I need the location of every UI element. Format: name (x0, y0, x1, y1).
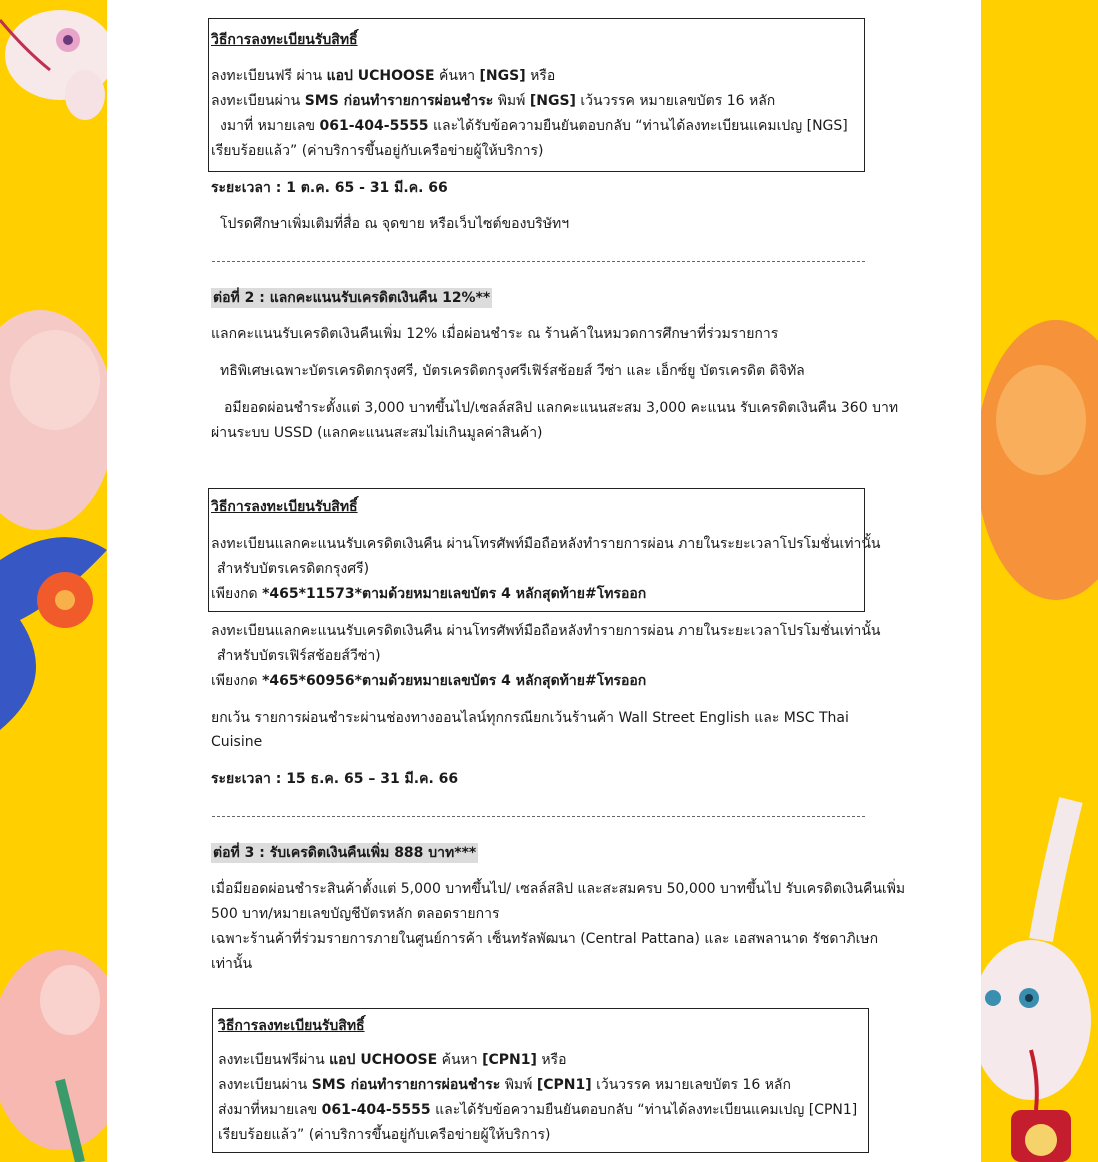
section-2-heading: ต่อที่ 2 : แลกคะแนนรับเครดิตเงินคืน 12%** (213, 290, 491, 306)
note-1: โปรดศึกษาเพิ่มเติมที่สื่อ ณ จุดขาย หรือเว็บไซต์ของบริษัทฯ (220, 216, 570, 232)
separator-1 (212, 261, 865, 262)
separator-2 (212, 816, 865, 817)
section-2-exception-2: Cuisine (211, 734, 263, 750)
registration-box-title: วิธีการลงทะเบียนรับสิทธิ์ (211, 499, 358, 515)
registration-box-2-line-2: สำหรับบัตรเครดิตกรุงศรี) (217, 561, 370, 577)
period-1: ระยะเวลา : 1 ต.ค. 65 - 31 มี.ค. 66 (211, 180, 448, 196)
registration-line-2: ลงทะเบียนผ่าน SMS ก่อนทำรายการผ่อนชำระ พิมพ์ [NGS] เว้นวรรค หมายเลขบัตร 16 หลัก (211, 93, 776, 109)
period-2: ระยะเวลา : 15 ธ.ค. 65 – 31 มี.ค. 66 (211, 771, 459, 787)
section-2-q1: ลงทะเบียนแลกคะแนนรับเครดิตเงินคืน ผ่านโทรศัพท์มือถือหลังทำรายการผ่อน ภายในระยะเวลาโปรโมชั่นเท่านั้น (211, 623, 881, 639)
left-illustration (0, 0, 107, 1162)
section-2-p1: แลกคะแนนรับเครดิตเงินคืนเพิ่ม 12% เมื่อผ่อนชำระ ณ ร้านค้าในหมวดการศึกษาที่ร่วมรายการ (211, 326, 779, 342)
registration-line-3: งมาที่ หมายเลข 061-404-5555 และได้รับข้อความยืนยันตอบกลับ “ท่านได้ลงทะเบียนแคมเปญ [NGS] (220, 118, 848, 134)
registration-line-1: ลงทะเบียนฟรี ผ่าน แอป UCHOOSE ค้นหา [NGS] หรือ (211, 68, 556, 84)
right-decoration (981, 0, 1098, 1162)
section-2-exception-1: ยกเว้น รายการผ่อนชำระผ่านช่องทางออนไลน์ทุกกรณียกเว้นร้านค้า Wall Street English และ MSC Thai (211, 710, 849, 726)
section-2-p3: อมียอดผ่อนชำระตั้งแต่ 3,000 บาทขึ้นไป/เซลล์สลิป แลกคะแนนสะสม 3,000 คะแนน รับเครดิตเงินคืน 360 บาท (224, 400, 899, 416)
section-3-p3: เฉพาะร้านค้าที่ร่วมรายการภายในศูนย์การค้า เซ็นทรัลพัฒนา (Central Pattana) และ เอสพลานาด รัชดาภิเษก (211, 931, 879, 947)
registration-box-3-line-4: เรียบร้อยแล้ว” (ค่าบริการขึ้นอยู่กับเครือข่ายผู้ให้บริการ) (218, 1127, 551, 1143)
registration-box-2-line-1: ลงทะเบียนแลกคะแนนรับเครดิตเงินคืน ผ่านโทรศัพท์มือถือหลังทำรายการผ่อน ภายในระยะเวลาโปรโมชั่นเท่านั้น (211, 536, 881, 552)
registration-box-title: วิธีการลงทะเบียนรับสิทธิ์ (211, 32, 358, 48)
registration-box-title: วิธีการลงทะเบียนรับสิทธิ์ (218, 1018, 365, 1034)
section-2-q2: สำหรับบัตรเฟิร์สช้อยส์วีซ่า) (217, 648, 381, 664)
registration-box-3-line-1: ลงทะเบียนฟรีผ่าน แอป UCHOOSE ค้นหา [CPN1] หรือ (218, 1052, 567, 1068)
section-2-q3: เพียงกด *465*60956*ตามด้วยหมายเลขบัตร 4 หลักสุดท้าย#โทรออก (211, 673, 647, 689)
section-2-p4: ผ่านระบบ USSD (แลกคะแนนสะสมไม่เกินมูลค่าสินค้า) (211, 425, 543, 441)
registration-box-3-line-3: ส่งมาที่หมายเลข 061-404-5555 และได้รับข้อความยืนยันตอบกลับ “ท่านได้ลงทะเบียนแคมเปญ [CPN1] (218, 1102, 858, 1118)
section-3-p1: เมื่อมียอดผ่อนชำระสินค้าตั้งแต่ 5,000 บาทขึ้นไป/ เซลล์สลิป และสะสมครบ 50,000 บาทขึ้นไป รับเครดิตเงินคืนเพิ่ม (211, 881, 906, 897)
registration-box-3-line-2: ลงทะเบียนผ่าน SMS ก่อนทำรายการผ่อนชำระ พิมพ์ [CPN1] เว้นวรรค หมายเลขบัตร 16 หลัก (218, 1077, 791, 1093)
content-area (107, 0, 981, 1162)
right-illustration (981, 0, 1098, 1162)
registration-box-2-line-3: เพียงกด *465*11573*ตามด้วยหมายเลขบัตร 4 หลักสุดท้าย#โทรออก (211, 586, 647, 602)
section-3-p2: 500 บาท/หมายเลขบัญชีบัตรหลัก ตลอดรายการ (211, 906, 500, 922)
section-3-heading: ต่อที่ 3 : รับเครดิตเงินคืนเพิ่ม 888 บาท*** (213, 845, 477, 861)
registration-line-4: เรียบร้อยแล้ว” (ค่าบริการขึ้นอยู่กับเครือข่ายผู้ให้บริการ) (211, 143, 544, 159)
section-2-p2: ทธิพิเศษเฉพาะบัตรเครดิตกรุงศรี, บัตรเครดิตกรุงศรีเฟิร์สช้อยส์ วีซ่า และ เอ็กซ์ยู บัตรเครดิต ดิจิทัล (220, 363, 805, 379)
section-3-p4: เท่านั้น (211, 956, 253, 972)
left-decoration (0, 0, 107, 1162)
